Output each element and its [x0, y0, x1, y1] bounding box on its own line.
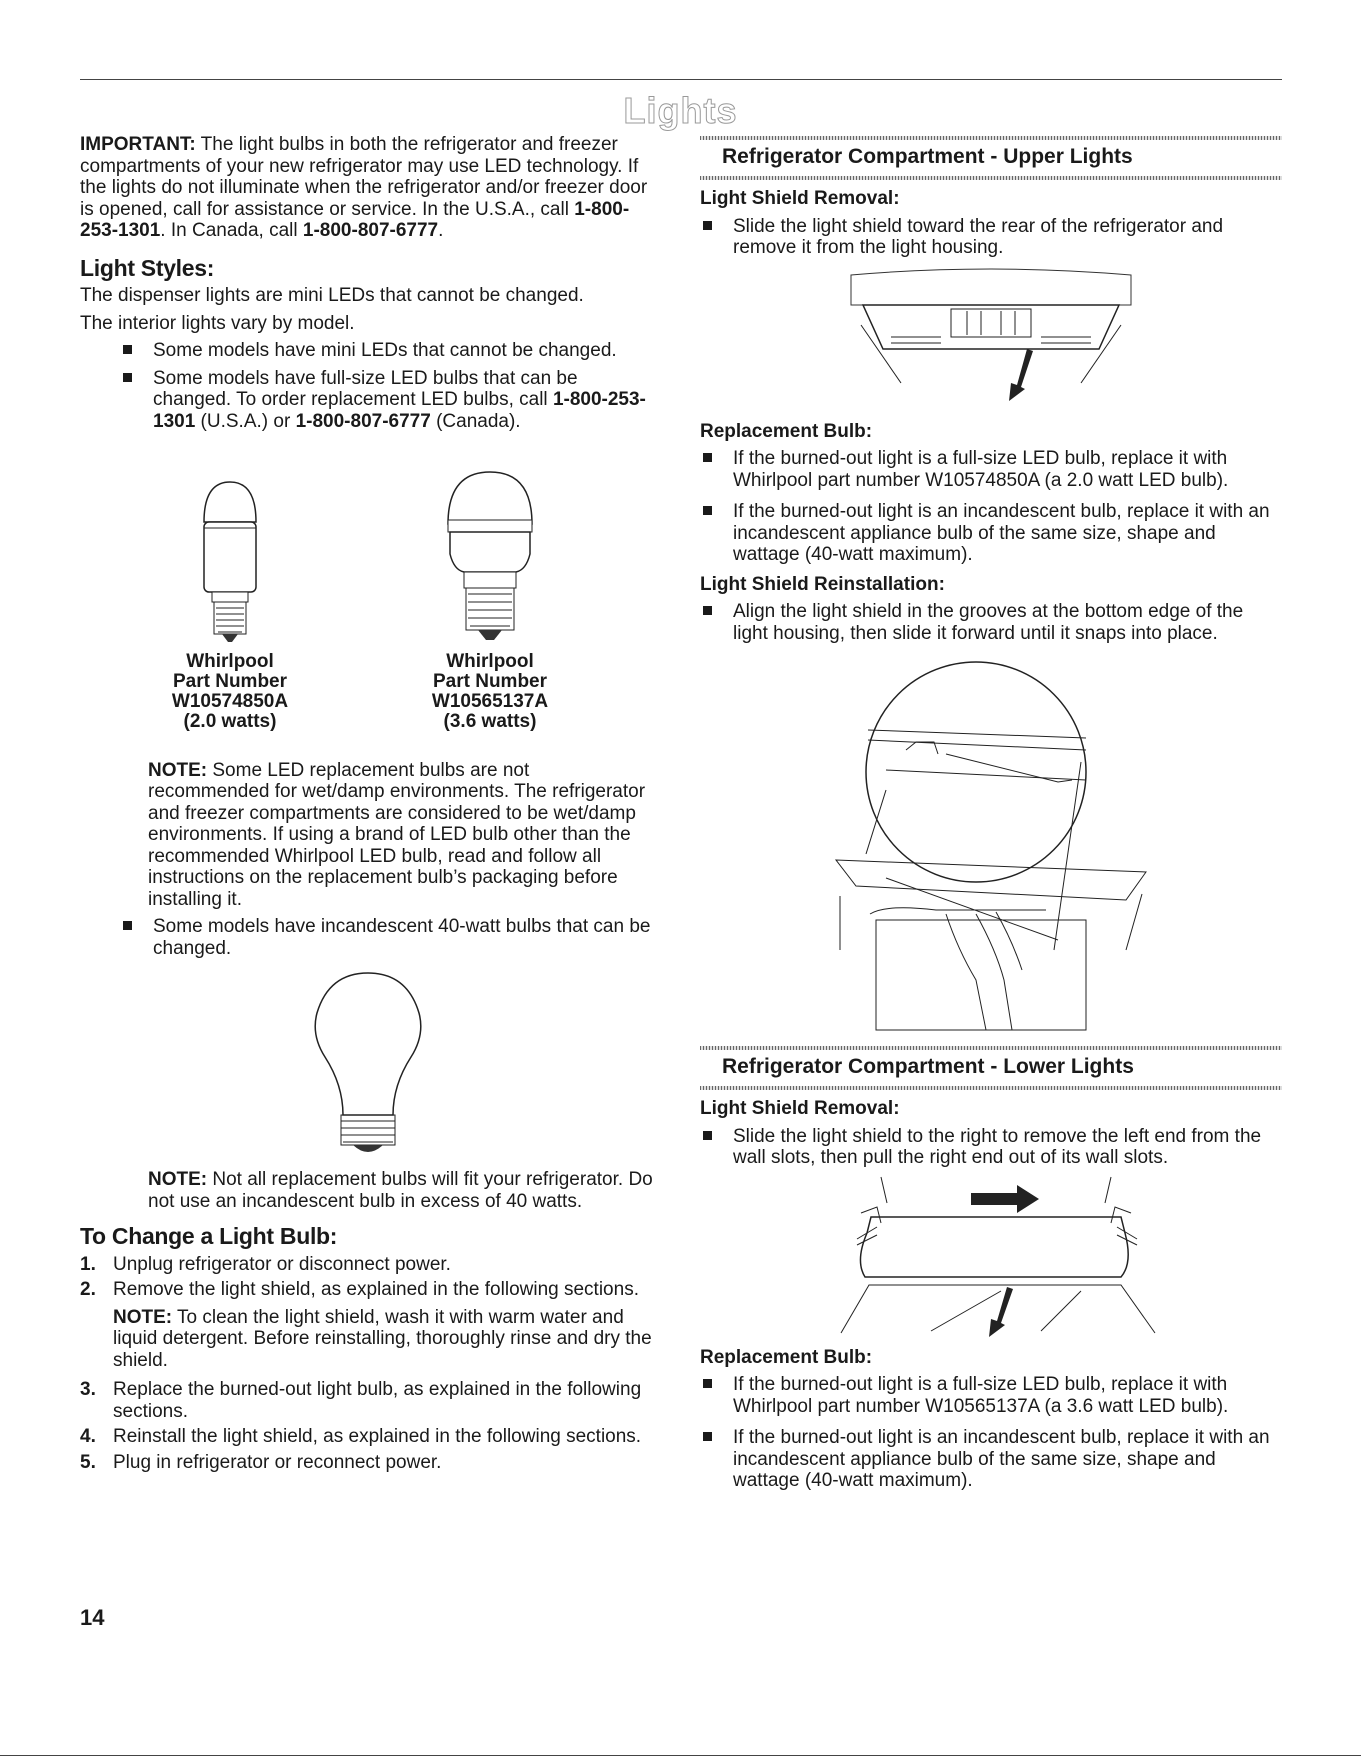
step-1: [80, 1254, 655, 1276]
step-2: [80, 1279, 655, 1301]
bulb-figure-w10565137a: [360, 462, 620, 732]
bullet-mini-led: Some models have mini LEDs that cannot be changed.: [120, 340, 655, 362]
upper-replacement-heading: Replacement Bulb:: [700, 420, 873, 442]
bullet-text: (U.S.A.) or: [195, 410, 296, 432]
bulb-wattage: (2.0 watts): [183, 710, 277, 732]
bulb-part-label: Part Number: [172, 670, 288, 692]
page-number: 14: [80, 1605, 105, 1630]
upper-replace-incandescent: If the burned-out light is an incandescent bulb, replace it with an incandescent appliance bulb of the same size, shape and wattage (40-watt maximum).: [700, 501, 1282, 566]
upper-replace-led: If the burned-out light is a full-size LED bulb, replace it with Whirlpool part number W10574850A (a 2.0 watt LED bulb).: [700, 448, 1282, 491]
important-text: The light bulbs in both the refrigerator and freezer compartments of your new refrigerator may use LED technology. If the lights do not illuminate when the refrigerator and/or freezer door is opened, call for assistance or service. In the U.S.A., call: [80, 134, 648, 220]
step-number: 3.: [80, 1379, 96, 1400]
step-number: 1.: [80, 1253, 96, 1275]
bullet-full-size-led: [120, 368, 655, 433]
lower-lights-title: Refrigerator Compartment - Lower Lights: [722, 1055, 1134, 1078]
large-led-bulb-icon: [420, 462, 560, 652]
bulb-part-label: Part Number: [432, 670, 548, 692]
step-text: Unplug refrigerator or disconnect power.: [113, 1253, 451, 1275]
left-column: [80, 134, 655, 1473]
bulb-caption: [100, 652, 360, 732]
bulb-caption: [360, 652, 620, 732]
bulb-part-number: W10574850A: [171, 690, 289, 712]
important-label: IMPORTANT:: [80, 134, 196, 155]
step-5: [80, 1452, 655, 1474]
band-rule: [700, 176, 1282, 180]
upper-shield-removal-figure: [700, 265, 1282, 415]
band-rule: [700, 1086, 1282, 1090]
light-styles-heading: Light Styles:: [80, 254, 215, 281]
step-4: [80, 1426, 655, 1448]
page-title: Lights: [623, 90, 738, 131]
band-rule: [700, 136, 1282, 140]
phone-us: 1-800-253-1301: [153, 389, 646, 432]
interior-lights-text: The interior lights vary by model.: [80, 312, 355, 334]
step-3: [80, 1379, 655, 1422]
right-column: [700, 134, 1282, 1492]
note-text: To clean the light shield, wash it with warm water and liquid detergent. Before reinstalling, thoroughly rinse and dry the shield.: [113, 1306, 652, 1371]
bullet-incandescent: Some models have incandescent 40-watt bulbs that can be changed.: [120, 916, 655, 959]
upper-light-housing-icon: [831, 265, 1151, 415]
bullet-text: (Canada).: [430, 410, 521, 432]
bulb-brand: Whirlpool: [446, 650, 534, 672]
upper-lights-title: Refrigerator Compartment - Upper Lights: [722, 145, 1133, 168]
incandescent-note: [148, 1169, 655, 1212]
led-bulb-figures: [100, 462, 655, 732]
top-rule: [80, 79, 1282, 80]
bottom-rule: [0, 1755, 1361, 1756]
step-text: Replace the burned-out light bulb, as explained in the following sections.: [113, 1379, 642, 1422]
note-label: NOTE:: [113, 1306, 173, 1328]
step-text: Reinstall the light shield, as explained in the following sections.: [113, 1426, 642, 1447]
step-2-note: [80, 1307, 655, 1372]
bulb-wattage: (3.6 watts): [443, 710, 537, 732]
note-label: NOTE:: [148, 759, 208, 781]
change-bulb-heading: To Change a Light Bulb:: [80, 1223, 338, 1249]
phone-canada: 1-800-807-6777: [302, 220, 439, 241]
note-text: Not all replacement bulbs will fit your refrigerator. Do not use an incandescent bulb in excess of 40 watts.: [148, 1169, 653, 1212]
step-number: 2.: [80, 1279, 96, 1300]
led-note: [148, 760, 655, 911]
lower-replace-incandescent: If the burned-out light is an incandescent bulb, replace it with an incandescent appliance bulb of the same size, shape and wattage (40-watt maximum).: [700, 1427, 1282, 1492]
lower-removal-heading: Light Shield Removal:: [700, 1098, 900, 1119]
lower-shield-removal-figure: [700, 1173, 1282, 1343]
bulb-part-number: W10565137A: [431, 690, 549, 712]
incandescent-bulb-figure: [80, 965, 655, 1165]
bullet-text: Some models have full-size LED bulbs that can be changed. To order replacement LED bulbs, call: [153, 367, 578, 410]
lower-removal-text: Slide the light shield to the right to remove the left end from the wall slots, then pull the right end out of its wall slots.: [700, 1126, 1282, 1169]
lower-light-shield-icon: [821, 1173, 1161, 1343]
shield-reinstall-illustration-icon: [826, 650, 1156, 1040]
upper-reinstall-heading: Light Shield Reinstallation:: [700, 573, 945, 595]
lower-replace-led: If the burned-out light is a full-size LED bulb, replace it with Whirlpool part number W10565137A (a 3.6 watt LED bulb).: [700, 1374, 1282, 1417]
important-paragraph: [80, 134, 655, 242]
step-number: 5.: [80, 1451, 96, 1473]
step-text: Remove the light shield, as explained in the following sections.: [113, 1279, 639, 1300]
upper-lights-band: [700, 136, 1282, 180]
bulb-figure-w10574850a: [100, 462, 360, 732]
note-label: NOTE:: [148, 1169, 208, 1190]
upper-shield-reinstall-figure: [700, 650, 1282, 1040]
important-text: .: [438, 220, 444, 241]
small-led-bulb-icon: [170, 462, 290, 652]
lower-lights-band: [700, 1046, 1282, 1090]
important-text: . In Canada, call: [160, 220, 303, 241]
upper-removal-text: Slide the light shield toward the rear of the refrigerator and remove it from the light housing.: [700, 216, 1282, 259]
band-rule: [700, 1046, 1282, 1050]
lower-replacement-heading: Replacement Bulb:: [700, 1346, 873, 1368]
step-text: Plug in refrigerator or reconnect power.: [113, 1451, 442, 1473]
note-text: Some LED replacement bulbs are not recommended for wet/damp environments. The refrigerator and freezer compartments are considered to be wet/damp environments. If using a brand of LED bulb other than the recommended Whirlpool LED bulb, read and follow all instructions on the replacement bulb’s packaging before installing it.: [148, 759, 646, 910]
step-number: 4.: [80, 1426, 96, 1447]
dispenser-lights-text: The dispenser lights are mini LEDs that cannot be changed.: [80, 285, 584, 306]
phone-canada: 1-800-807-6777: [295, 410, 431, 432]
bulb-brand: Whirlpool: [186, 650, 274, 672]
upper-reinstall-text: Align the light shield in the grooves at the bottom edge of the light housing, then slide it forward until it snaps into place.: [700, 601, 1282, 644]
upper-removal-heading: Light Shield Removal:: [700, 188, 900, 209]
phone-us: 1-800-253-1301: [80, 198, 630, 241]
incandescent-bulb-icon: [303, 965, 433, 1165]
